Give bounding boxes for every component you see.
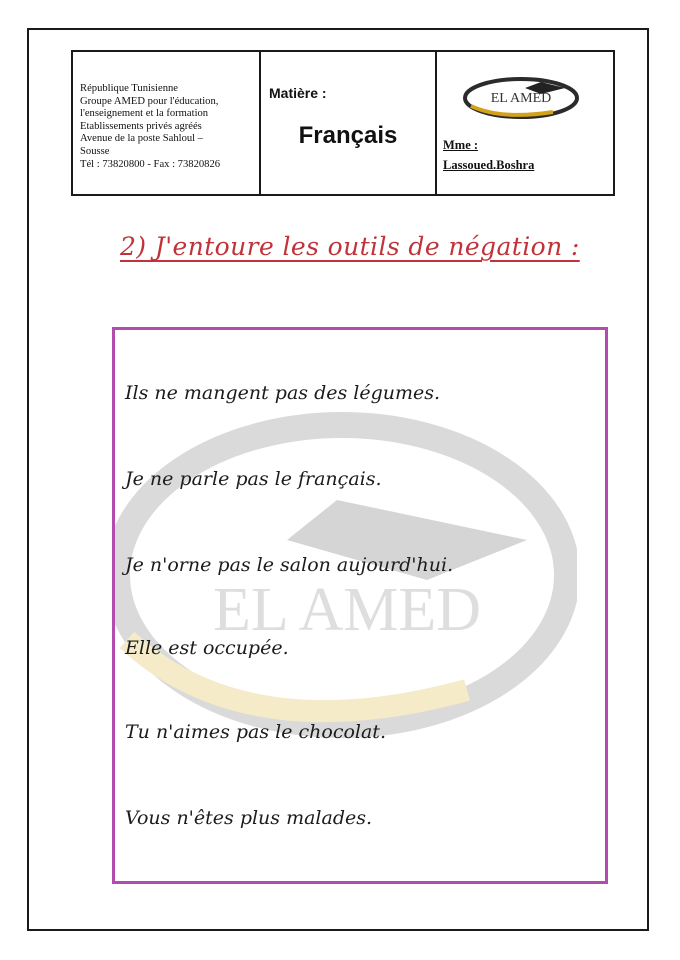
address-line: Etablissements privés agréés — [80, 120, 202, 132]
address-line: Groupe AMED pour l'éducation, — [80, 95, 219, 107]
address-line: Sousse — [80, 145, 110, 157]
school-address — [73, 52, 261, 194]
sentence: Tu n'aimes pas le chocolat. — [125, 721, 386, 743]
exercise-box — [112, 327, 608, 884]
sentence: Ils ne mangent pas des légumes. — [125, 382, 441, 404]
watermark-text: EL AMED — [212, 576, 482, 644]
address-line: l'enseignement et la formation — [80, 108, 209, 120]
teacher-info — [443, 135, 534, 175]
teacher-name: Lassoued.Boshra — [443, 158, 535, 172]
sentence: Elle est occupée. — [125, 637, 289, 659]
address-line: République Tunisienne — [80, 83, 178, 94]
teacher-label: Mme : — [443, 138, 479, 152]
header-table — [71, 50, 615, 196]
sentence: Je n'orne pas le salon aujourd'hui. — [125, 554, 454, 576]
subject-label: Matière : — [269, 85, 327, 101]
svg-text:EL AMED: EL AMED — [490, 91, 552, 106]
subject-value: Français — [298, 122, 398, 149]
exercise-title: 2) J'entoure les outils de négation : — [120, 232, 580, 261]
el-amed-logo — [461, 72, 587, 120]
address-line: Avenue de la poste Sahloul – — [80, 133, 204, 145]
sentence: Je ne parle pas le français. — [125, 468, 382, 490]
address-line: Tél : 73820800 - Fax : 73820826 — [80, 158, 221, 170]
teacher-cell — [437, 52, 613, 194]
sentence: Vous n'êtes plus malades. — [125, 807, 373, 829]
subject-cell — [261, 52, 437, 194]
